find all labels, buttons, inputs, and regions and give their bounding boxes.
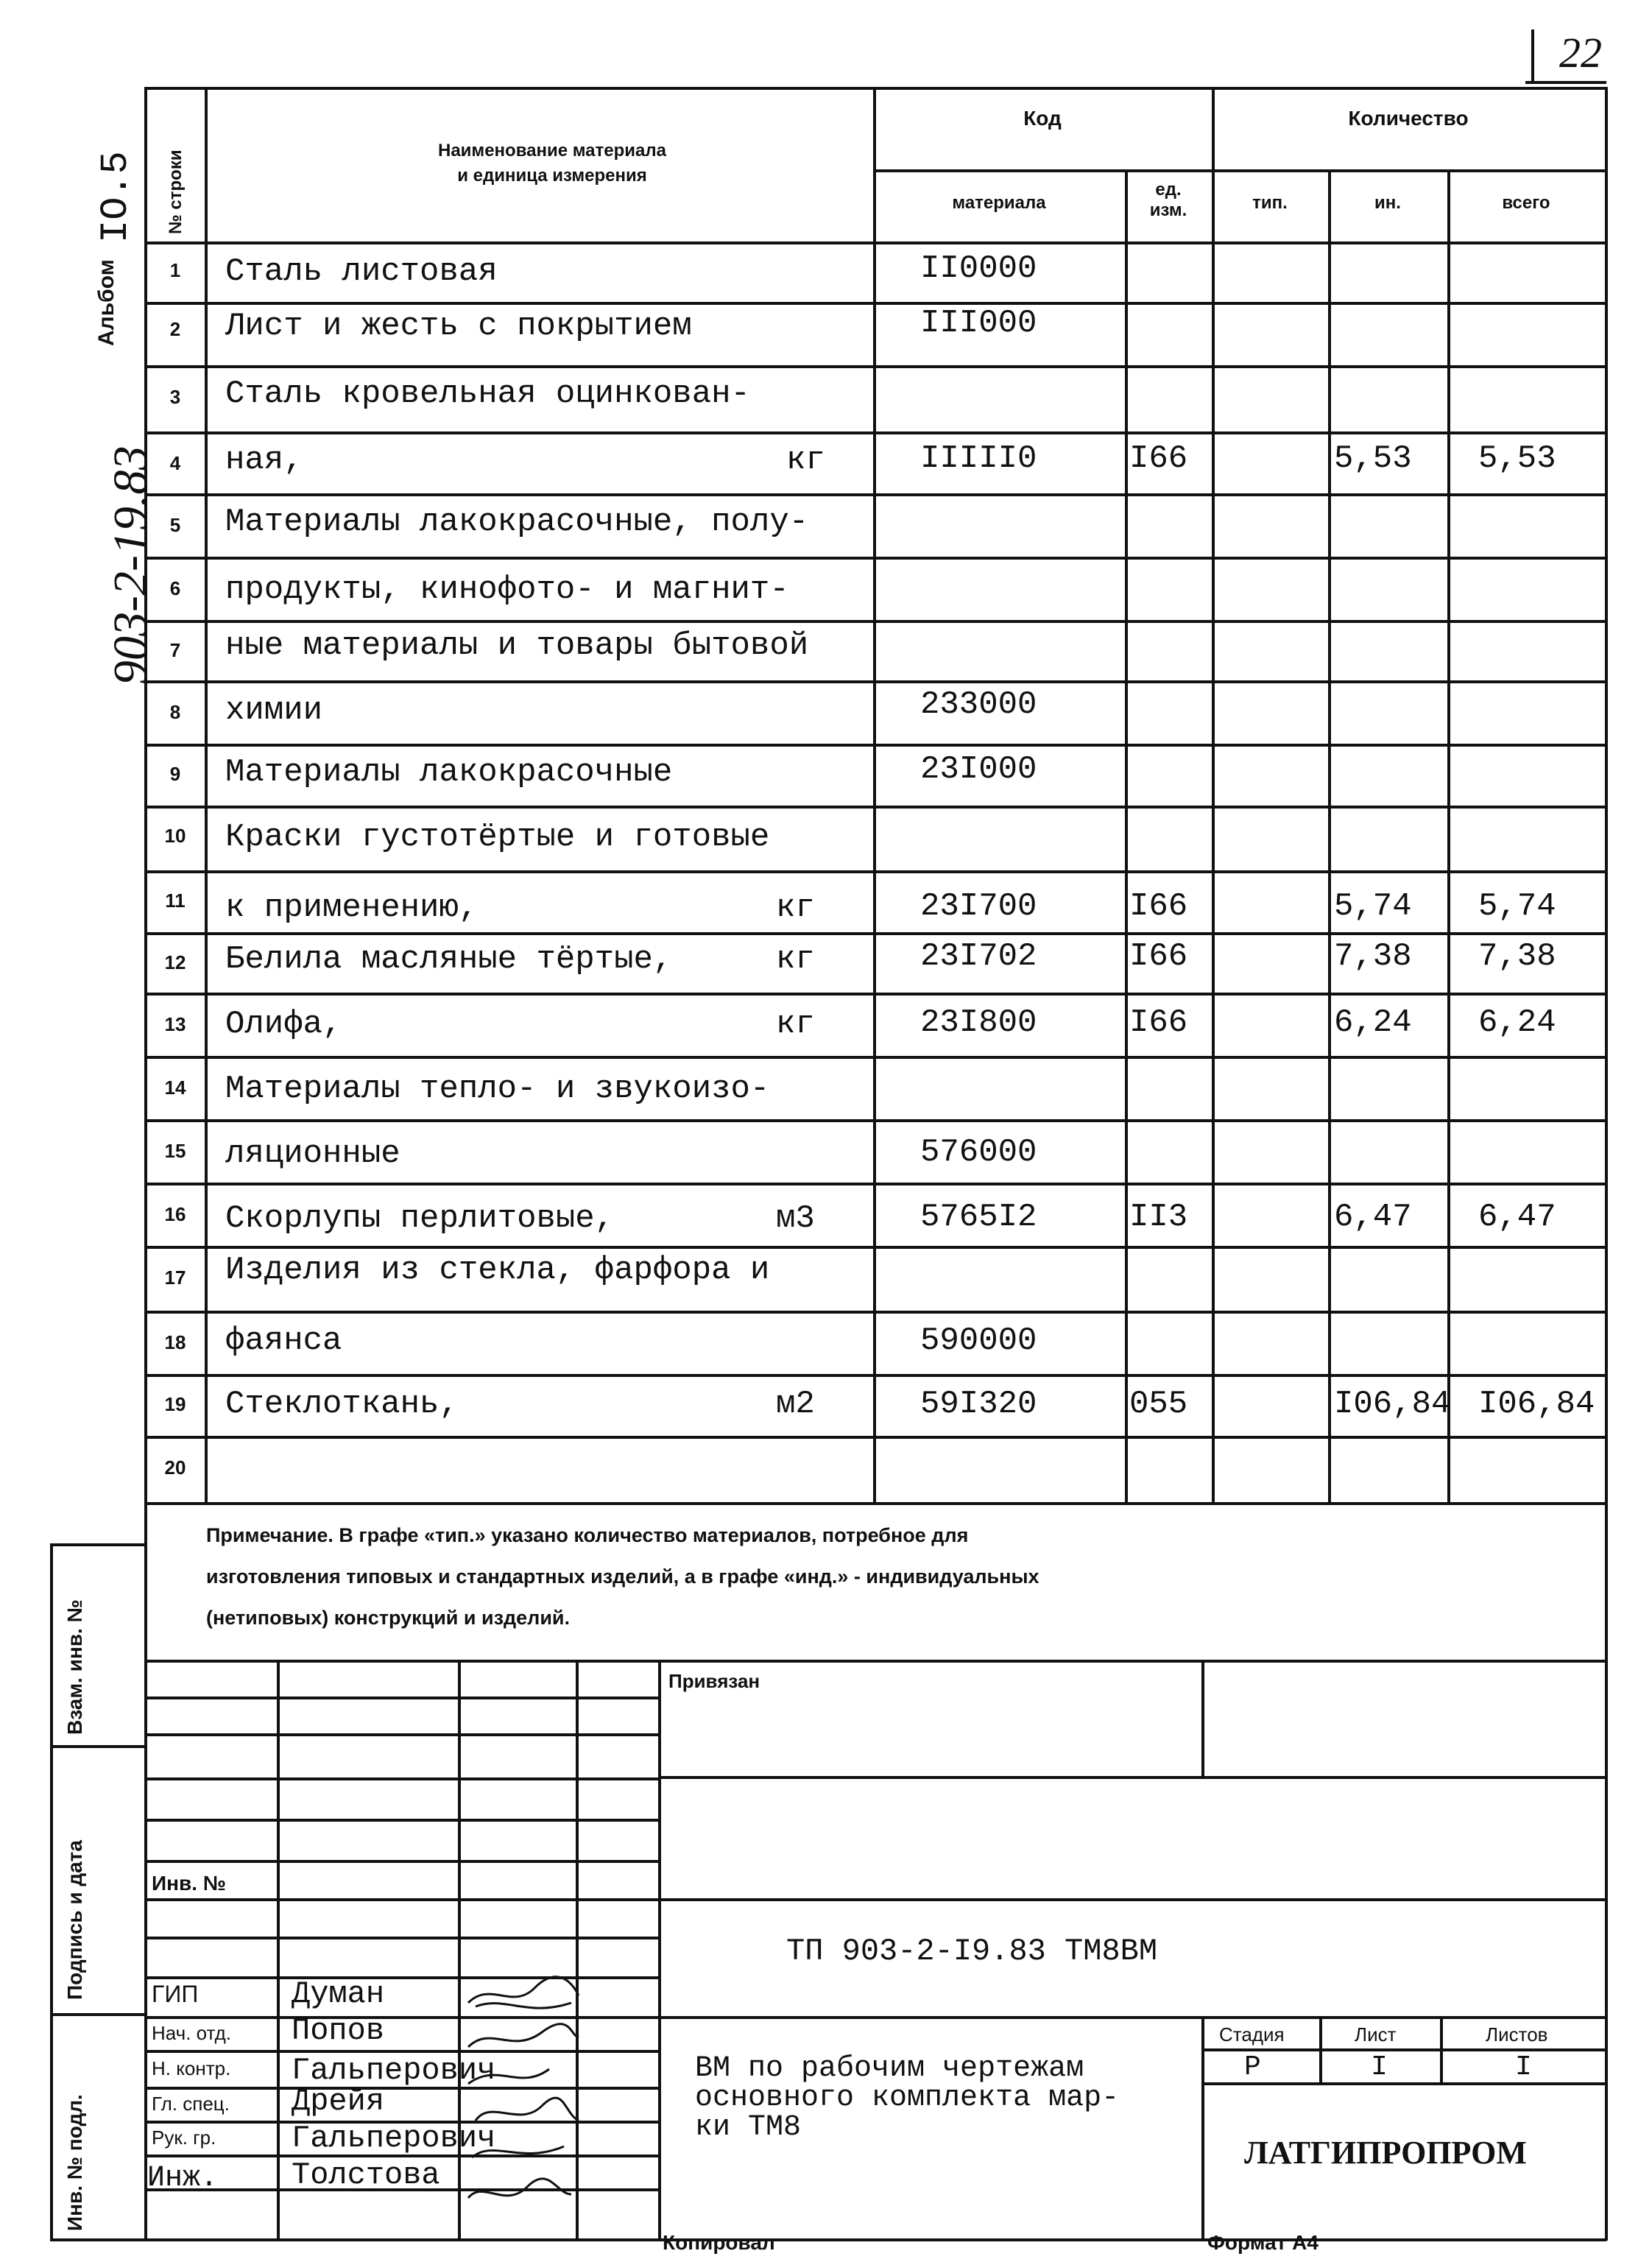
row-ed: I66 [1129, 1004, 1188, 1041]
inv-podl-label: Инв. № подл. [63, 2094, 86, 2231]
row-ed: 055 [1129, 1386, 1188, 1423]
row-code: 23I000 [920, 751, 1037, 788]
row-unit: кг [786, 442, 825, 479]
row-unit: кг [776, 1006, 815, 1043]
row-total: 5,53 [1478, 440, 1556, 477]
row-code: IIIII0 [920, 440, 1037, 477]
row-number: 14 [164, 1077, 186, 1099]
vzam-label: Взам. инв. № [63, 1599, 86, 1735]
page-number: 22 [1559, 29, 1602, 77]
row-number: 7 [169, 639, 181, 661]
row-number: 6 [169, 577, 181, 599]
row-ed: I66 [1129, 440, 1188, 477]
note-line-1: Примечание. В графе «тип.» указано количество материалов, потребное для [206, 1524, 969, 1546]
row-number: 19 [164, 1393, 186, 1415]
row-number: 3 [169, 386, 181, 408]
role-label: Инж. [147, 2162, 219, 2195]
row-number: 18 [164, 1331, 186, 1353]
row-name: ная, [225, 442, 303, 479]
row-number: 15 [164, 1140, 186, 1162]
sheets-label: Листов [1486, 2023, 1548, 2046]
stage-value: Р [1244, 2051, 1261, 2083]
row-name: Материалы тепло- и звукоизо- [225, 1071, 770, 1107]
row-number: 20 [164, 1456, 186, 1479]
row-ind: 6,24 [1334, 1004, 1412, 1041]
row-name: Стеклоткань, [225, 1386, 459, 1423]
row-number: 16 [164, 1203, 186, 1225]
row-ind: 5,53 [1334, 440, 1412, 477]
row-code: III000 [920, 305, 1037, 342]
row-ind: 6,47 [1334, 1199, 1412, 1236]
row-name: Белила масляные тёртые, [225, 941, 673, 978]
row-name: ляционные [225, 1135, 400, 1172]
album-label: Альбом [94, 259, 119, 346]
row-number: 4 [169, 452, 181, 474]
album-value: IO.5 [94, 151, 138, 243]
row-total: 5,74 [1478, 888, 1556, 925]
privyazan-label: Привязан [668, 1670, 760, 1692]
row-ind: 5,74 [1334, 888, 1412, 925]
row-name: Сталь кровельная оцинкован- [225, 376, 750, 412]
header-code: Код [1023, 107, 1062, 130]
row-code: 23I700 [920, 888, 1037, 925]
row-code: 59I320 [920, 1386, 1037, 1423]
signature-marks [461, 1973, 586, 2238]
person-name: Попов [292, 2013, 385, 2048]
person-name: Толстова [292, 2157, 440, 2193]
header-ind: ин. [1374, 193, 1401, 213]
row-name: Материалы лакокрасочные [225, 754, 673, 791]
row-name: Материалы лакокрасочные, полу- [225, 504, 809, 540]
row-number: 1 [169, 259, 181, 281]
header-material: материала [952, 193, 1046, 213]
role-label: Гл. спец. [152, 2093, 230, 2115]
row-unit: кг [776, 889, 815, 926]
row-name: к применению, [225, 889, 479, 926]
stage-label: Стадия [1219, 2023, 1285, 2046]
row-name: Сталь листовая [225, 253, 498, 290]
header-unit: ед. изм. [1149, 180, 1187, 220]
row-name: химии [225, 692, 323, 729]
row-total: 6,47 [1478, 1199, 1556, 1236]
header-typ: тип. [1252, 193, 1288, 213]
podpis-label: Подпись и дата [63, 1840, 86, 2000]
row-ed: II3 [1129, 1199, 1188, 1236]
person-name: Дрейя [292, 2084, 385, 2119]
inv-no-label: Инв. № [152, 1872, 227, 1895]
row-total: 7,38 [1478, 938, 1556, 975]
row-name: фаянса [225, 1322, 342, 1359]
role-label: Н. контр. [152, 2057, 231, 2079]
row-number: 8 [169, 701, 181, 723]
row-number: 12 [164, 951, 186, 973]
row-name: Краски густотёртые и готовые [225, 819, 770, 856]
row-unit: кг [776, 941, 815, 978]
header-total: всего [1502, 193, 1550, 213]
row-ed: I66 [1129, 888, 1188, 925]
row-name: Олифа, [225, 1006, 342, 1043]
row-number: 13 [164, 1013, 186, 1035]
row-unit: м2 [776, 1386, 815, 1423]
copied-label: Копировал [663, 2231, 775, 2254]
row-code: 23I702 [920, 938, 1037, 975]
row-name: Лист и жесть с покрытием [225, 308, 692, 345]
row-total: I06,84 [1478, 1386, 1595, 1423]
row-ed: I66 [1129, 938, 1188, 975]
row-code: 5765I2 [920, 1199, 1037, 1236]
row-number: 17 [164, 1266, 186, 1289]
sheet-label: Лист [1355, 2023, 1397, 2046]
row-code: 23I800 [920, 1004, 1037, 1041]
row-code: 233000 [920, 686, 1037, 723]
sheets-value: I [1515, 2051, 1532, 2083]
header-name: Наименование материала и единица измерения [438, 141, 666, 186]
organization: ЛАТГИПРОПРОМ [1244, 2135, 1527, 2171]
person-name: Думан [292, 1976, 385, 2012]
doc-code: ТП 903-2-I9.83 ТМ8ВМ [786, 1934, 1158, 1969]
row-name: продукты, кинофото- и магнит- [225, 571, 789, 608]
header-qty: Количество [1348, 107, 1469, 130]
row-number: 9 [169, 763, 181, 785]
row-number: 11 [165, 889, 186, 912]
row-ind: I06,84 [1334, 1386, 1451, 1423]
role-label: Рук. гр. [152, 2127, 216, 2149]
row-unit: м3 [776, 1200, 815, 1237]
note-line-2: изготовления типовых и стандартных изделий, а в графе «инд.» - индивидуальных [206, 1565, 1039, 1588]
row-number: 5 [169, 514, 181, 536]
row-name: ные материалы и товары бытовой [225, 627, 809, 664]
header-row-no: № строки [166, 149, 186, 234]
doc-title: ВМ по рабочим чертежам основного комплекта мар- ки ТМ8 [695, 2052, 1120, 2144]
person-name: Гальперович [292, 2053, 496, 2088]
person-name: Гальперович [292, 2121, 496, 2156]
role-label: Нач. отд. [152, 2022, 231, 2044]
row-name: Скорлупы перлитовые, [225, 1200, 615, 1237]
row-code: 576000 [920, 1134, 1037, 1171]
role-label: ГИП [152, 1981, 199, 2007]
sheet-value: I [1371, 2051, 1388, 2083]
row-ind: 7,38 [1334, 938, 1412, 975]
row-number: 10 [164, 825, 186, 847]
handwritten-code: 903-2-19.83 [104, 445, 158, 685]
row-name: Изделия из стекла, фарфора и [225, 1252, 770, 1289]
row-code: 590000 [920, 1322, 1037, 1359]
row-number: 2 [169, 318, 181, 340]
row-total: 6,24 [1478, 1004, 1556, 1041]
note-line-3: (нетиповых) конструкций и изделий. [206, 1607, 571, 1629]
format-label: Формат А4 [1207, 2231, 1319, 2254]
row-code: II0000 [920, 250, 1037, 287]
